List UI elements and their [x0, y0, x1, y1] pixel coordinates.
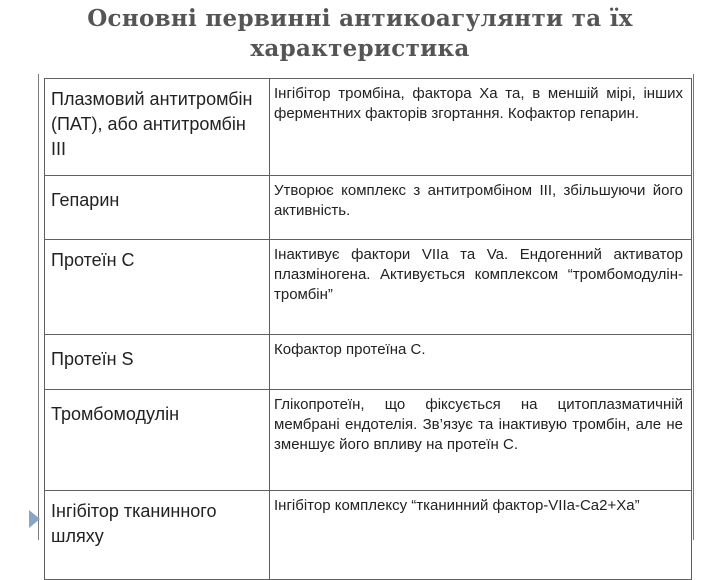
table-row-heparin: [45, 176, 692, 240]
anticoagulant-description-cell: [270, 390, 692, 491]
anticoagulant-description-cell: [270, 335, 692, 390]
anticoagulant-description: Глікопротеїн, що фіксується на цитоплазматичній мембрані ендотелія. Зв’язує та інактивую тромбін, але не зменшує його впливу на протеїн С.: [274, 396, 683, 453]
anticoagulant-description: Інгібітор комплексу “тканинний фактор-VIIa-Ca2+Xa”: [274, 497, 640, 514]
anticoagulant-description-cell: [270, 491, 692, 580]
anticoagulant-name: Плазмовий антитромбін (ПАТ), або антитромбін III: [51, 89, 253, 159]
anticoagulant-name-cell: [45, 79, 270, 176]
anticoagulant-name: Тромбомодулін: [51, 404, 180, 424]
anticoagulant-name-cell: [45, 335, 270, 390]
anticoagulant-name: Гепарин: [51, 190, 120, 210]
anticoagulant-description: Утворює комплекс з антитромбіном III, збільшуючи його активність.: [274, 182, 683, 219]
page-title: [0, 4, 720, 64]
table-row-antithrombin: [45, 79, 692, 176]
page-title-line-2: характеристика: [250, 35, 470, 62]
anticoagulant-description-cell: [270, 176, 692, 240]
anticoagulant-description: Кофактор протеїна С.: [274, 341, 426, 358]
anticoagulant-name: Протеїн S: [51, 349, 134, 369]
anticoagulant-name-cell: [45, 240, 270, 335]
table-row-tissue-factor-pathway-inhibitor: [45, 491, 692, 580]
table-row-thrombomodulin: [45, 390, 692, 491]
anticoagulant-description: Інгібітор тромбіна, фактора Xа та, в меншій мірі, інших ферментних факторів згортання. Кофактор гепарин.: [274, 85, 683, 122]
anticoagulant-name-cell: [45, 176, 270, 240]
table-row-protein-c: [45, 240, 692, 335]
anticoagulant-name-cell: [45, 390, 270, 491]
anticoagulant-name-cell: [45, 491, 270, 580]
anticoagulant-description: Інактивує фактори VIIa та Va. Ендогенний активатор плазміногена. Активується комплексом “тромбомодулін-тромбін”: [274, 246, 683, 303]
anticoagulant-name: Інгібітор тканинного шляху: [51, 501, 217, 546]
anticoagulants-table: [44, 78, 692, 580]
anticoagulant-name: Протеїн С: [51, 250, 135, 270]
page-title-line-1: Основні первинні антикоагулянти та їх: [87, 5, 633, 32]
table-row-protein-s: [45, 335, 692, 390]
right-triangle-bullet-icon: [29, 510, 40, 528]
anticoagulant-description-cell: [270, 240, 692, 335]
anticoagulant-description-cell: [270, 79, 692, 176]
